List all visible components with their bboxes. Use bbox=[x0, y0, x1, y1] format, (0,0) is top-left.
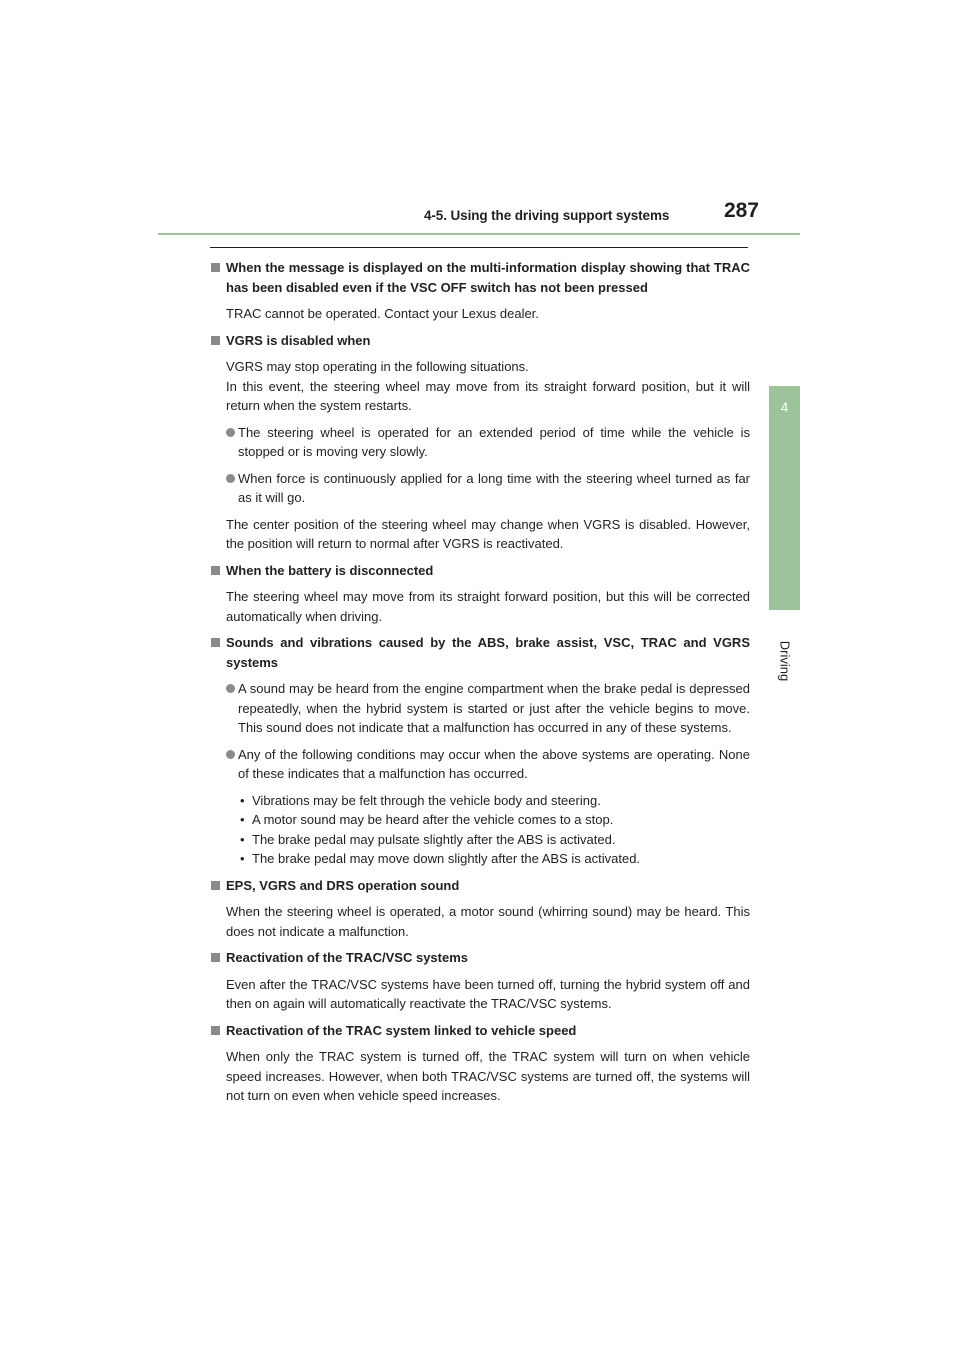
section-heading-text: Reactivation of the TRAC/VSC systems bbox=[226, 950, 469, 965]
list-item bbox=[210, 679, 750, 738]
section-heading-text: VGRS is disabled when bbox=[226, 332, 371, 348]
section-text: The steering wheel may move from its straight forward position, but this will be corrected automatically when driving. bbox=[226, 589, 750, 624]
section-text: TRAC cannot be operated. Contact your Lexus dealer. bbox=[226, 306, 539, 321]
square-bullet-icon bbox=[211, 638, 220, 647]
square-bullet-icon bbox=[211, 263, 220, 272]
sub-list bbox=[210, 791, 750, 869]
chapter-side-label-text: Driving bbox=[777, 640, 793, 682]
chapter-tab bbox=[769, 386, 800, 610]
list-item-text: When force is continuously applied for a long time with the steering wheel turned as far as it will go. bbox=[238, 470, 750, 505]
list-item-text: The steering wheel is operated for an extended period of time while the vehicle is stopped or is moving very slowly. bbox=[238, 424, 750, 459]
round-bullet-icon bbox=[226, 474, 235, 483]
small-bullet-icon: • bbox=[240, 792, 245, 808]
page-content bbox=[210, 258, 750, 1113]
section-header-title: 4-5. Using the driving support systems bbox=[424, 208, 670, 223]
section-heading-text: Reactivation of the TRAC system linked to vehicle speed bbox=[226, 1022, 577, 1038]
list-item-text: A sound may be heard from the engine compartment when the brake pedal is depressed repeatedly, when the hybrid system is started or just after the vehicle begins to move. This sound does not indicate that a malfunction has occurred in any of these systems. bbox=[238, 681, 750, 735]
sub-list-item bbox=[210, 830, 750, 850]
section-text bbox=[210, 357, 750, 416]
sub-list-item bbox=[210, 791, 750, 811]
page-number: 287 bbox=[723, 199, 759, 222]
section-heading bbox=[210, 876, 750, 896]
sub-list-item-text: A motor sound may be heard after the vehicle comes to a stop. bbox=[252, 812, 614, 827]
list-item-text: Any of the following conditions may occur when the above systems are operating. None of these indicates that a malfunction has occurred. bbox=[238, 746, 750, 781]
small-bullet-icon: • bbox=[240, 831, 245, 847]
small-bullet-icon: • bbox=[240, 812, 245, 827]
chapter-side-label bbox=[770, 621, 800, 701]
section-text-line: In this event, the steering wheel may move from its straight forward position, but it will return when the system restarts. bbox=[226, 378, 750, 413]
section-text: When the steering wheel is operated, a motor sound (whirring sound) may be heard. This does not indicate a malfunction. bbox=[226, 904, 750, 939]
small-bullet-icon: • bbox=[240, 851, 245, 866]
section-text-line: VGRS may stop operating in the following situations. bbox=[226, 359, 529, 374]
square-bullet-icon bbox=[211, 953, 220, 962]
square-bullet-icon bbox=[211, 566, 220, 575]
content-top-rule bbox=[210, 247, 748, 248]
section-heading bbox=[210, 1021, 750, 1041]
sub-list-item-text: The brake pedal may move down slightly after the ABS is activated. bbox=[252, 851, 641, 866]
section-heading bbox=[210, 948, 750, 968]
sub-list-item bbox=[210, 849, 750, 869]
square-bullet-icon bbox=[211, 881, 220, 890]
section-heading bbox=[210, 561, 750, 581]
round-bullet-icon bbox=[226, 428, 235, 437]
square-bullet-icon bbox=[211, 336, 220, 345]
section-heading-text: When the message is displayed on the multi-information display showing that TRAC has been disabled even if the VSC OFF switch has not been pressed bbox=[226, 260, 750, 295]
sub-list-item bbox=[210, 810, 750, 830]
list-item bbox=[210, 469, 750, 508]
sub-list-item-text: The brake pedal may pulsate slightly after the ABS is activated. bbox=[252, 831, 616, 847]
section-text: When only the TRAC system is turned off, the TRAC system will turn on when vehicle speed increases. However, when both TRAC/VSC systems are turned off, the systems will not turn on even when vehicle speed increases. bbox=[226, 1049, 750, 1103]
section-text: Even after the TRAC/VSC systems have been turned off, turning the hybrid system off and then on again will automatically reactivate the TRAC/VSC systems. bbox=[226, 976, 750, 1011]
section-heading-text: EPS, VGRS and DRS operation sound bbox=[226, 877, 460, 893]
section-text: The center position of the steering wheel may change when VGRS is disabled. However, the position will return to normal after VGRS is reactivated. bbox=[226, 516, 750, 551]
round-bullet-icon bbox=[226, 684, 235, 693]
header-rule bbox=[158, 233, 800, 235]
section-heading bbox=[210, 258, 750, 297]
section-heading bbox=[210, 633, 750, 672]
section-heading-text: When the battery is disconnected bbox=[226, 562, 434, 578]
square-bullet-icon bbox=[211, 1026, 220, 1035]
chapter-tab-number: 4 bbox=[780, 399, 789, 415]
list-item bbox=[210, 423, 750, 462]
sub-list-item-text: Vibrations may be felt through the vehicle body and steering. bbox=[252, 792, 601, 808]
list-item bbox=[210, 745, 750, 784]
section-heading bbox=[210, 331, 750, 351]
round-bullet-icon bbox=[226, 750, 235, 759]
section-heading-text: Sounds and vibrations caused by the ABS, brake assist, VSC, TRAC and VGRS systems bbox=[226, 635, 750, 670]
